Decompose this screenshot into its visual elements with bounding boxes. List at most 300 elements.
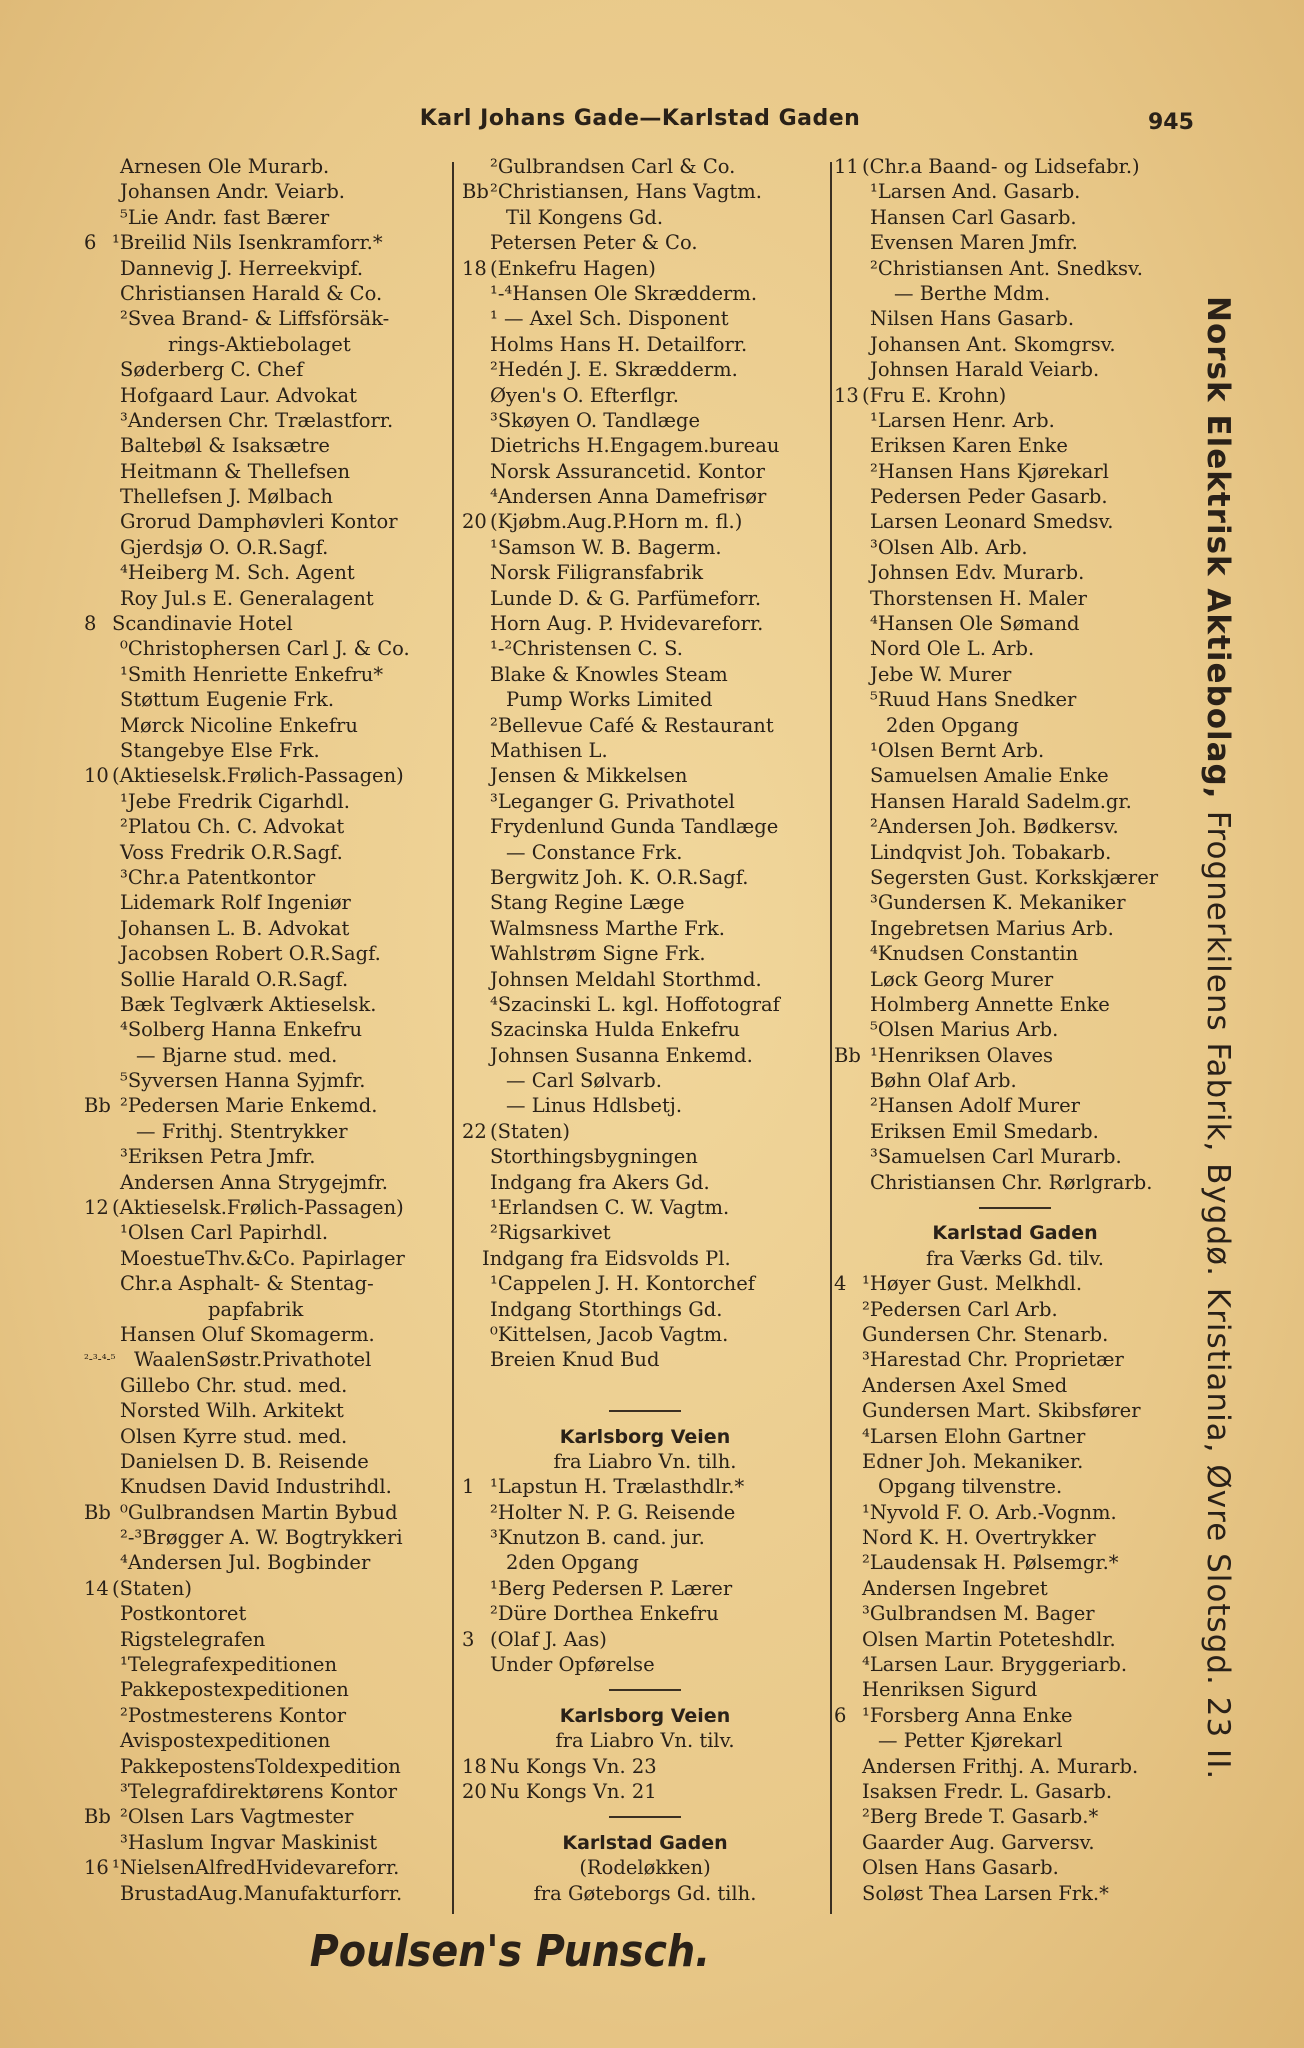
- entry-text: Mathisen L.: [490, 738, 608, 762]
- entry-text: Norsk Filigransfabrik: [490, 561, 704, 585]
- entry-text: Hansen Harald Sadelm.gr.: [870, 789, 1132, 813]
- entry-text: Olsen Hans Gasarb.: [862, 1856, 1059, 1880]
- house-number: Bb: [84, 1094, 111, 1118]
- entry-text: Johansen L. B. Advokat: [120, 916, 350, 940]
- directory-entry: [834, 1043, 1196, 1068]
- directory-entry: [84, 789, 450, 814]
- directory-entry: [462, 306, 828, 331]
- directory-entry: [462, 1754, 828, 1779]
- entry-text: Gundersen Mart. Skibsfører: [862, 1399, 1141, 1423]
- directory-entry: [84, 535, 450, 560]
- entry-text: ²Pedersen Marie Enkemd.: [120, 1094, 378, 1118]
- entry-text: Olsen Martin Poteteshdlr.: [862, 1627, 1116, 1651]
- directory-entry: [462, 967, 828, 992]
- entry-text: Horn Aug. P. Hvidevareforr.: [490, 612, 764, 636]
- street-direction: fra Liabro Vn. tilv.: [555, 1729, 735, 1753]
- directory-entry: [834, 1703, 1196, 1728]
- directory-entry: [834, 535, 1196, 560]
- section-divider: [462, 1804, 828, 1829]
- directory-entry: [462, 713, 828, 738]
- entry-text: papfabrik: [208, 1297, 304, 1321]
- street-name: Karlsborg Veien: [559, 1425, 731, 1448]
- entry-text: Til Kongens Gd.: [506, 205, 664, 229]
- directory-entry: [84, 1550, 450, 1575]
- entry-text: Frydenlund Gunda Tandlæge: [490, 815, 779, 839]
- entry-text: Johnsen Susanna Enkemd.: [490, 1043, 753, 1067]
- directory-entry: [84, 814, 450, 839]
- entry-text: ⁴Andersen Anna Damefrisør: [490, 485, 767, 509]
- directory-entry: [462, 230, 828, 255]
- directory-entry: [462, 1550, 828, 1575]
- entry-text: Johnsen Harald Veiarb.: [870, 358, 1100, 382]
- entry-text: ¹Nyvold F. O. Arb.-Vognm.: [862, 1500, 1117, 1524]
- directory-entry: [462, 738, 828, 763]
- entry-text: ³Eriksen Petra Jmfr.: [120, 1145, 316, 1169]
- directory-entry: [462, 814, 828, 839]
- entry-text: Indgang Storthings Gd.: [490, 1297, 723, 1321]
- directory-entry: [84, 1398, 450, 1423]
- entry-text: (Aktieselsk.Frølich-Passagen): [112, 764, 404, 788]
- entry-text: ¹Smith Henriette Enkefru*: [120, 662, 384, 686]
- directory-entry: [84, 1652, 450, 1677]
- directory-entry: [84, 1754, 450, 1779]
- entry-text: Blake & Knowles Steam: [490, 662, 728, 686]
- directory-entry: [834, 1652, 1196, 1677]
- directory-entry: [834, 1271, 1196, 1296]
- directory-entry: [462, 763, 828, 788]
- entry-text: Avispostexpeditionen: [120, 1729, 331, 1753]
- page-number: 945: [1148, 110, 1194, 135]
- directory-entry: [84, 1322, 450, 1347]
- directory-entry: [462, 154, 828, 179]
- directory-entry: [84, 611, 450, 636]
- entry-text: Bæk Teglværk Aktieselsk.: [120, 992, 377, 1016]
- directory-entry: [834, 1677, 1196, 1702]
- entry-text: Dietrichs H.Engagem.bureau: [490, 434, 780, 458]
- directory-entry: [84, 1424, 450, 1449]
- directory-entry: [834, 611, 1196, 636]
- entry-text: Øyen's O. Efterflgr.: [490, 383, 679, 407]
- directory-entry: [84, 1246, 450, 1271]
- entry-text: Ingebretsen Marius Arb.: [870, 916, 1114, 940]
- directory-entry: [834, 814, 1196, 839]
- directory-entry: [834, 1855, 1196, 1880]
- directory-entry: [834, 1322, 1196, 1347]
- entry-text: Andersen Frithj. A. Murarb.: [862, 1754, 1139, 1778]
- directory-entry: [462, 256, 828, 281]
- entry-text: Pump Works Limited: [506, 688, 713, 712]
- directory-entry: [462, 662, 828, 687]
- directory-entry: [834, 865, 1196, 890]
- entry-text: Lindqvist Joh. Tobakarb.: [870, 840, 1112, 864]
- entry-text: ⁵Lie Andr. fast Bærer: [120, 205, 330, 229]
- entry-text: Heitmann & Thellefsen: [120, 459, 351, 483]
- entry-text: ³Andersen Chr. Trælastforr.: [120, 408, 394, 432]
- entry-text: Sollie Harald O.R.Sagf.: [120, 967, 349, 991]
- entry-text: Larsen Leonard Smedsv.: [870, 510, 1114, 534]
- directory-entry: [84, 1017, 450, 1042]
- entry-text: Mørck Nicoline Enkefru: [120, 713, 358, 737]
- entry-text: 2den Opgang: [506, 1551, 639, 1575]
- directory-entry: [462, 687, 828, 712]
- directory-entry: [84, 763, 450, 788]
- entry-text: — Petter Kjørekarl: [878, 1729, 1063, 1753]
- directory-entry: [462, 1347, 828, 1372]
- entry-text: ⁴Larsen Elohn Gartner: [862, 1424, 1086, 1448]
- directory-entry: [462, 484, 828, 509]
- directory-entry: [462, 205, 828, 230]
- directory-entry: [84, 1347, 450, 1372]
- house-number: Bb: [834, 1043, 861, 1067]
- entry-text: ¹Breilid Nils Isenkramforr.*: [112, 231, 383, 255]
- house-number: 4: [834, 1272, 847, 1296]
- directory-entry: [834, 1881, 1196, 1906]
- entry-text: Nilsen Hans Gasarb.: [870, 307, 1075, 331]
- directory-entry: [84, 1474, 450, 1499]
- entry-text: Dannevig J. Herreekvipf.: [120, 256, 364, 280]
- directory-entry: [834, 1474, 1196, 1499]
- directory-entry: [84, 1627, 450, 1652]
- entry-text: Søderberg C. Chef: [120, 358, 304, 382]
- directory-entry: [834, 662, 1196, 687]
- entry-text: Norsted Wilh. Arkitekt: [120, 1399, 344, 1423]
- entry-text: ¹ — Axel Sch. Disponent: [490, 307, 729, 331]
- directory-entry: [834, 408, 1196, 433]
- entry-text: ¹Lapstun H. Trælasthdlr.*: [490, 1475, 745, 1499]
- directory-entry: [834, 1601, 1196, 1626]
- directory-entry: [84, 1093, 450, 1118]
- directory-entry: [834, 789, 1196, 814]
- directory-entry: [834, 840, 1196, 865]
- entry-text: ¹NielsenAlfredHvidevareforr.: [112, 1856, 400, 1880]
- entry-text: ²Hansen Adolf Murer: [870, 1094, 1080, 1118]
- entry-text: ¹Berg Pedersen P. Lærer: [490, 1576, 733, 1600]
- directory-column-3: [834, 154, 1196, 1906]
- entry-text: Jacobsen Robert O.R.Sagf.: [120, 942, 381, 966]
- directory-entry: [84, 941, 450, 966]
- directory-entry: [84, 1601, 450, 1626]
- entry-text: ¹-⁴Hansen Ole Skrædderm.: [490, 281, 758, 305]
- directory-entry: [834, 586, 1196, 611]
- directory-entry: [84, 1677, 450, 1702]
- directory-entry: [84, 306, 450, 331]
- directory-entry: [834, 1754, 1196, 1779]
- house-number: 14: [84, 1576, 109, 1600]
- entry-text: Voss Fredrik O.R.Sagf.: [120, 840, 343, 864]
- directory-entry: [462, 840, 828, 865]
- house-number: Bb: [84, 1805, 111, 1829]
- directory-entry: [84, 484, 450, 509]
- directory-entry: [834, 1424, 1196, 1449]
- directory-entry: [84, 154, 450, 179]
- directory-entry: [84, 281, 450, 306]
- directory-entry: [462, 332, 828, 357]
- directory-entry: [84, 1170, 450, 1195]
- side-advertisement: [1200, 296, 1236, 1780]
- entry-text: ¹Henriksen Olaves: [870, 1043, 1054, 1067]
- house-number: 16: [84, 1856, 109, 1880]
- entry-text: ⁴Hansen Ole Sømand: [870, 612, 1080, 636]
- directory-entry: [834, 687, 1196, 712]
- directory-entry: [84, 1525, 450, 1550]
- entry-text: ⁵Ruud Hans Snedker: [870, 688, 1077, 712]
- directory-entry: [462, 1525, 828, 1550]
- entry-text: — Linus Hdlsbetj.: [506, 1094, 683, 1118]
- entry-text: (Kjøbm.Aug.P.Horn m. fl.): [490, 510, 743, 534]
- entry-text: Nord Ole L. Arb.: [870, 637, 1035, 661]
- entry-text: ¹-²Christensen C. S.: [490, 637, 683, 661]
- directory-entry: [834, 1728, 1196, 1753]
- entry-text: ⁰Kittelsen, Jacob Vagtm.: [490, 1322, 729, 1346]
- entry-text: Christiansen Chr. Rørlgrarb.: [870, 1170, 1153, 1194]
- house-number: 11: [834, 155, 859, 178]
- directory-entry: [834, 941, 1196, 966]
- directory-entry: [84, 586, 450, 611]
- entry-text: Thellefsen J. Mølbach: [120, 485, 333, 509]
- entry-text: Jensen & Mikkelsen: [490, 764, 688, 788]
- entry-text: Danielsen D. B. Reisende: [120, 1449, 369, 1473]
- directory-entry: [84, 1779, 450, 1804]
- street-name: Karlstad Gaden: [562, 1831, 728, 1854]
- directory-entry: [84, 1220, 450, 1245]
- directory-entry: [834, 1347, 1196, 1372]
- house-number: 20: [462, 510, 487, 534]
- entry-text: Arnesen Ole Murarb.: [120, 155, 330, 178]
- entry-text: ¹Olsen Carl Papirhdl.: [120, 1221, 329, 1245]
- directory-entry: [84, 1373, 450, 1398]
- directory-entry: [834, 1297, 1196, 1322]
- divider-line: [609, 1410, 681, 1412]
- entry-text: Løck Georg Murer: [870, 967, 1054, 991]
- entry-text: Segersten Gust. Korkskjærer: [870, 865, 1159, 889]
- directory-entry: [834, 738, 1196, 763]
- divider-line: [979, 1207, 1051, 1209]
- directory-entry: [834, 763, 1196, 788]
- street-subheading: [462, 1855, 828, 1880]
- directory-entry: [462, 1246, 828, 1271]
- directory-entry: [834, 1550, 1196, 1575]
- directory-entry: [834, 560, 1196, 585]
- entry-text: ²Christiansen, Hans Vagtm.: [490, 180, 762, 204]
- directory-entry: [84, 1500, 450, 1525]
- directory-entry: [462, 560, 828, 585]
- entry-text: ¹Jebe Fredrik Cigarhdl.: [120, 789, 350, 813]
- directory-entry: [834, 890, 1196, 915]
- directory-entry: [834, 1144, 1196, 1169]
- entry-text: PakkepostensToldexpedition: [120, 1754, 401, 1778]
- directory-entry: [462, 1068, 828, 1093]
- directory-entry: [834, 1017, 1196, 1042]
- blank-line: [462, 1373, 828, 1398]
- entry-text: — Bjarne stud. med.: [136, 1043, 338, 1067]
- directory-entry: [834, 1119, 1196, 1144]
- entry-text: Wahlstrøm Signe Frk.: [490, 942, 706, 966]
- street-subheading: [834, 1246, 1196, 1271]
- directory-entry: [84, 967, 450, 992]
- directory-entry: [834, 1500, 1196, 1525]
- entry-text: (Olaf J. Aas): [490, 1627, 607, 1651]
- directory-entry: [84, 1297, 450, 1322]
- directory-entry: [462, 357, 828, 382]
- directory-entry: [84, 992, 450, 1017]
- directory-entry: [462, 1043, 828, 1068]
- directory-entry: [84, 560, 450, 585]
- entry-text: ²Gulbrandsen Carl & Co.: [490, 155, 736, 178]
- directory-entry: [834, 509, 1196, 534]
- entry-text: Pedersen Peder Gasarb.: [870, 485, 1108, 509]
- directory-entry: [834, 1068, 1196, 1093]
- entry-text: ³Harestad Chr. Proprietær: [862, 1348, 1124, 1372]
- entry-text: Andersen Axel Smed: [862, 1373, 1068, 1397]
- entry-text: ²Holter N. P. G. Reisende: [490, 1500, 736, 1524]
- directory-entry: [462, 1779, 828, 1804]
- divider-line: [609, 1816, 681, 1818]
- entry-text: (Staten): [112, 1576, 192, 1600]
- entry-text: Gundersen Chr. Stenarb.: [862, 1322, 1109, 1346]
- section-divider: [462, 1398, 828, 1423]
- entry-text: ⁴Larsen Laur. Bryggeriarb.: [862, 1653, 1128, 1677]
- house-number: 3: [462, 1627, 475, 1651]
- entry-text: Under Opførelse: [490, 1653, 655, 1677]
- directory-entry: [834, 484, 1196, 509]
- directory-entry: [834, 281, 1196, 306]
- entry-text: Stang Regine Læge: [490, 891, 685, 915]
- entry-text: Scandinavie Hotel: [112, 612, 293, 636]
- street-subheading: [462, 1449, 828, 1474]
- street-direction: (Rodeløkken): [579, 1856, 711, 1880]
- entry-text: Støttum Eugenie Frk.: [120, 688, 335, 712]
- entry-text: Holms Hans H. Detailforr.: [490, 332, 748, 356]
- street-subheading: [462, 1881, 828, 1906]
- entry-text: Samuelsen Amalie Enke: [870, 764, 1109, 788]
- entry-text: Nu Kongs Vn. 23: [490, 1754, 657, 1778]
- directory-entry: [834, 179, 1196, 204]
- entry-text: Nord K. H. Overtrykker: [862, 1526, 1096, 1550]
- house-number: 1: [462, 1475, 475, 1499]
- entry-text: ³Gundersen K. Mekaniker: [870, 891, 1126, 915]
- house-number: 12: [84, 1196, 109, 1220]
- directory-entry: [84, 713, 450, 738]
- page-header-title: Karl Johans Gade—Karlstad Gaden: [419, 106, 861, 131]
- directory-entry: [462, 433, 828, 458]
- entry-text: ⁵Olsen Marius Arb.: [870, 1018, 1059, 1042]
- directory-entry: [84, 230, 450, 255]
- entry-text: ²-³Brøgger A. W. Bogtrykkeri: [120, 1526, 403, 1550]
- entry-text: Thorstensen H. Maler: [870, 586, 1087, 610]
- divider-line: [609, 1689, 681, 1691]
- house-number: 6: [84, 231, 97, 255]
- entry-text: ¹Høyer Gust. Melkhdl.: [862, 1272, 1083, 1296]
- directory-entry: [84, 433, 450, 458]
- house-number: 8: [84, 612, 97, 636]
- entry-text: Postkontoret: [120, 1602, 247, 1626]
- section-divider: [462, 1677, 828, 1702]
- directory-entry: [834, 357, 1196, 382]
- entry-text: Opgang tilvenstre.: [878, 1475, 1063, 1499]
- entry-text: ⁴Solberg Hanna Enkefru: [120, 1018, 362, 1042]
- entry-text: Johnsen Meldahl Storthmd.: [490, 967, 762, 991]
- entry-text: Roy Jul.s E. Generalagent: [120, 586, 374, 610]
- entry-text: ³Haslum Ingvar Maskinist: [120, 1830, 378, 1854]
- entry-text: ⁴Heiberg M. Sch. Agent: [120, 561, 355, 585]
- street-name: Karlsborg Veien: [559, 1704, 731, 1727]
- directory-entry: [84, 205, 450, 230]
- entry-text: ²Postmesterens Kontor: [120, 1703, 347, 1727]
- directory-entry: [462, 1271, 828, 1296]
- directory-entry: [84, 636, 450, 661]
- entry-text: — Frithj. Stentrykker: [136, 1119, 348, 1143]
- directory-entry: [834, 1398, 1196, 1423]
- entry-text: Storthingsbygningen: [490, 1145, 698, 1169]
- directory-entry: [84, 1728, 450, 1753]
- directory-entry: [84, 459, 450, 484]
- entry-text: rings-Aktiebolaget: [168, 332, 351, 356]
- entry-text: ²Düre Dorthea Enkefru: [490, 1602, 719, 1626]
- directory-entry: [462, 916, 828, 941]
- street-direction: fra Gøteborgs Gd. tilh.: [533, 1881, 757, 1905]
- entry-text: ⁴Knudsen Constantin: [870, 942, 1079, 966]
- entry-text: ¹Telegrafexpeditionen: [120, 1653, 338, 1677]
- directory-entry: [834, 205, 1196, 230]
- directory-entry: [834, 1830, 1196, 1855]
- entry-text: ⁰Christophersen Carl J. & Co.: [120, 637, 410, 661]
- entry-text: Stangebye Else Frk.: [120, 738, 320, 762]
- directory-entry: [462, 1144, 828, 1169]
- column-divider: [452, 162, 454, 1914]
- entry-text: ²Olsen Lars Vagtmester: [120, 1805, 354, 1829]
- section-divider: [834, 1195, 1196, 1220]
- entry-text: — Carl Sølvarb.: [506, 1069, 662, 1093]
- directory-entry: [834, 306, 1196, 331]
- entry-text: ²Rigsarkivet: [490, 1221, 611, 1245]
- house-number: 13: [834, 383, 859, 407]
- entry-text: ³Samuelsen Carl Murarb.: [870, 1145, 1122, 1169]
- directory-entry: [462, 1627, 828, 1652]
- directory-entry: [834, 992, 1196, 1017]
- entry-text: ¹Larsen And. Gasarb.: [870, 180, 1081, 204]
- entry-text: ⁴Andersen Jul. Bogbinder: [120, 1551, 371, 1575]
- entry-text: Holmberg Annette Enke: [870, 992, 1110, 1016]
- entry-text: ²Laudensak H. Pølsemgr.*: [862, 1551, 1119, 1575]
- entry-text: ³Gulbrandsen M. Bager: [862, 1602, 1095, 1626]
- directory-entry: [84, 1119, 450, 1144]
- directory-entry: [462, 1500, 828, 1525]
- entry-text: Johnsen Edv. Murarb.: [870, 561, 1085, 585]
- house-number: 6: [834, 1703, 847, 1727]
- entry-text: Soløst Thea Larsen Frk.*: [862, 1881, 1109, 1905]
- directory-column-2: [462, 154, 828, 1906]
- street-heading: [834, 1220, 1196, 1245]
- entry-text: Breien Knud Bud: [490, 1348, 660, 1372]
- directory-entry: [462, 459, 828, 484]
- column-divider: [830, 162, 832, 1914]
- directory-entry: [84, 1576, 450, 1601]
- entry-text: Johansen Ant. Skomgrsv.: [870, 332, 1116, 356]
- entry-text: Szacinska Hulda Enkefru: [490, 1018, 740, 1042]
- entry-text: Eriksen Karen Enke: [870, 434, 1068, 458]
- entry-text: Eriksen Emil Smedarb.: [870, 1119, 1099, 1143]
- directory-entry: [834, 1093, 1196, 1118]
- street-heading: [462, 1424, 828, 1449]
- directory-entry: [84, 1881, 450, 1906]
- entry-text: ¹Samson W. B. Bagerm.: [490, 535, 722, 559]
- directory-entry: [834, 1627, 1196, 1652]
- entry-text: Olsen Kyrre stud. med.: [120, 1424, 348, 1448]
- entry-text: Indgang fra Akers Gd.: [490, 1170, 710, 1194]
- entry-text: Henriksen Sigurd: [862, 1678, 1038, 1702]
- directory-entry: [834, 1525, 1196, 1550]
- entry-text: Isaksen Fredr. L. Gasarb.: [862, 1780, 1113, 1803]
